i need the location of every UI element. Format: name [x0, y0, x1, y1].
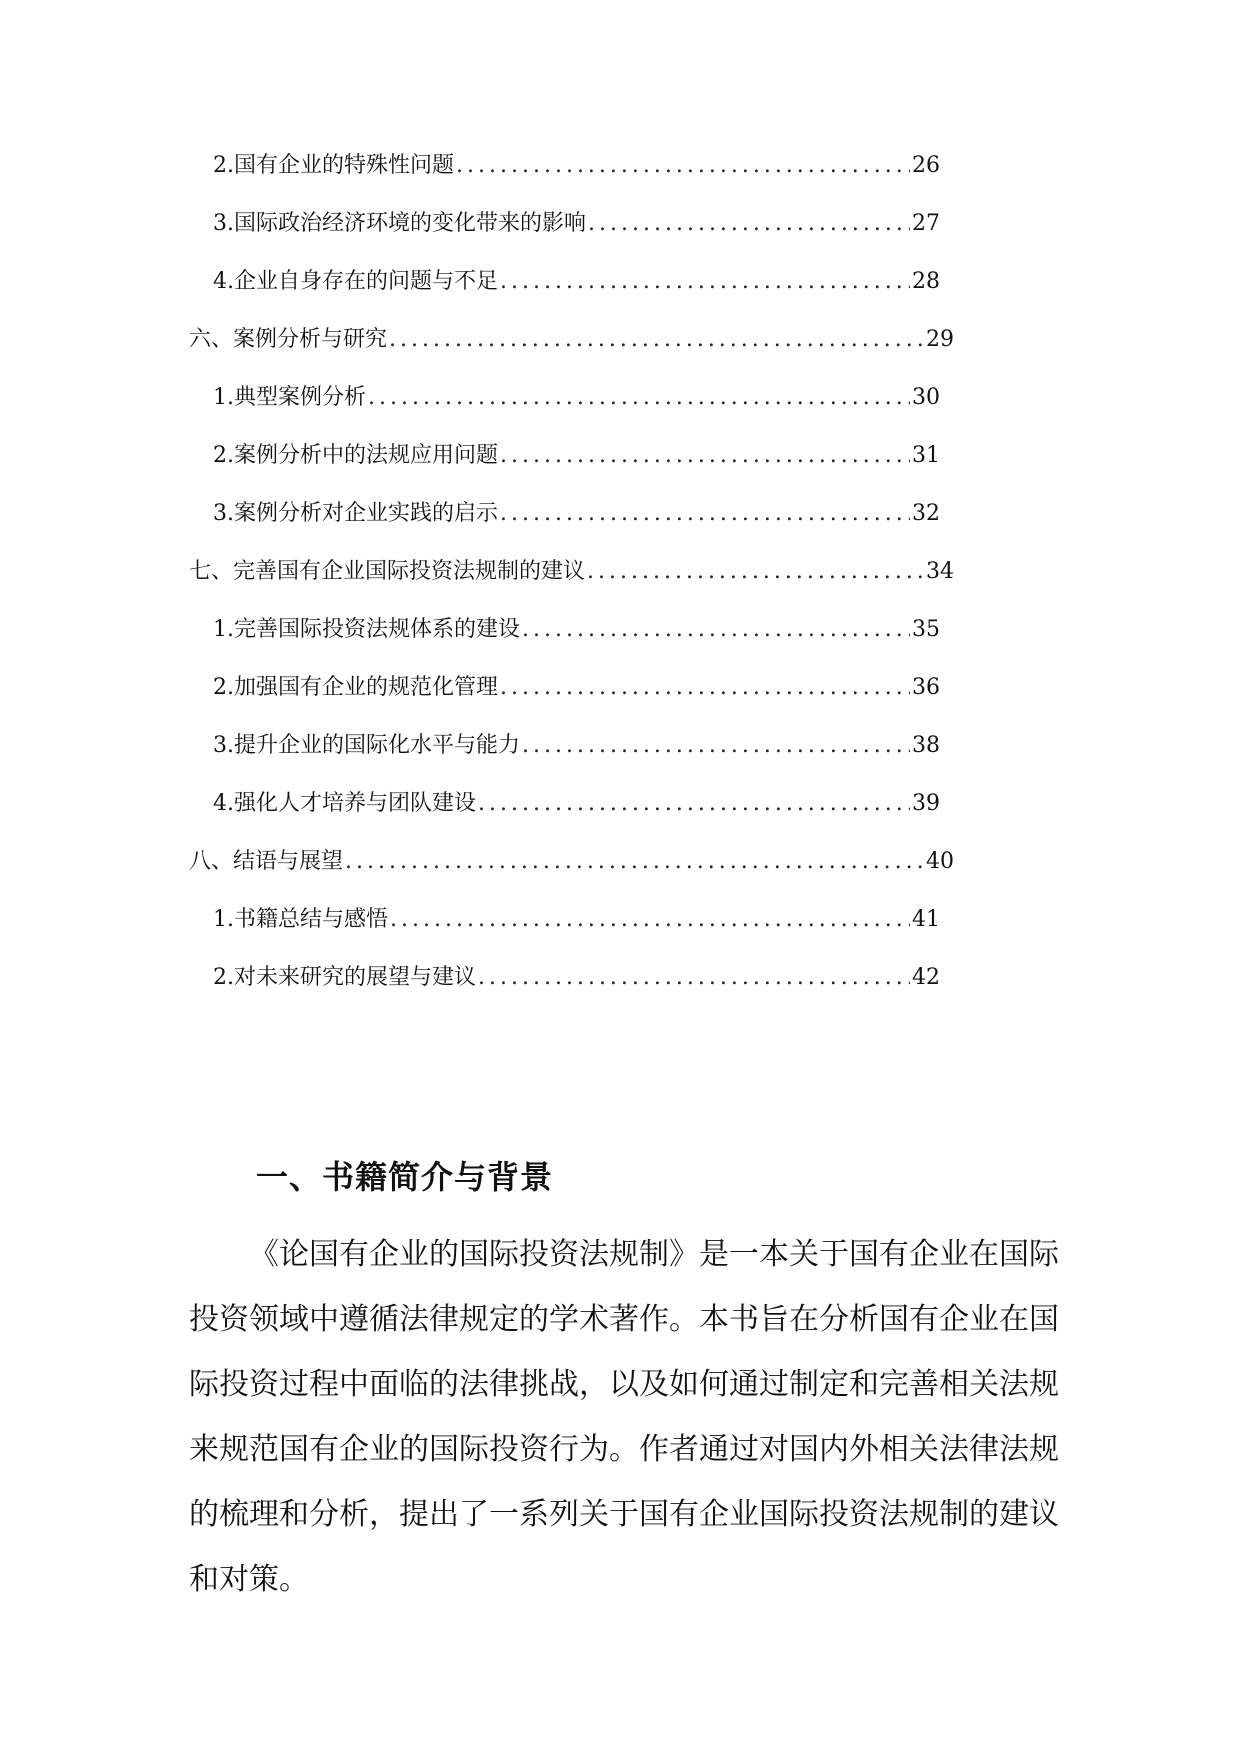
- toc-leader-dots: [478, 961, 910, 995]
- toc-entry-page: 40: [926, 849, 954, 874]
- toc-leader-dots: [500, 671, 910, 705]
- toc-entry-title: 八、结语与展望: [189, 849, 344, 874]
- toc-entry-page: 42: [912, 965, 940, 990]
- toc-entry-page: 32: [912, 501, 940, 526]
- toc-leader-dots: [587, 555, 924, 589]
- toc-entry[interactable]: [213, 381, 940, 415]
- toc-leader-dots: [456, 149, 910, 183]
- toc-entry-page: 27: [912, 211, 940, 236]
- toc-entry-number: 4.: [213, 269, 234, 294]
- toc-entry-number: 3.: [213, 501, 234, 526]
- toc-leader-dots: [345, 845, 924, 879]
- toc-entry-title: 提升企业的国际化水平与能力: [234, 733, 521, 758]
- toc-entry-title: 六、案例分析与研究: [189, 327, 388, 352]
- toc-entry-title: 强化人才培养与团队建设: [234, 791, 477, 816]
- toc-entry-number: 2.: [213, 153, 234, 178]
- toc-entry[interactable]: [213, 613, 940, 647]
- toc-leader-dots: [500, 439, 910, 473]
- toc-entry-page: 30: [912, 385, 940, 410]
- toc-entry-number: 2.: [213, 443, 234, 468]
- toc-entry-title: 典型案例分析: [234, 385, 367, 410]
- toc-entry-title: 案例分析对企业实践的启示: [234, 501, 499, 526]
- toc-entry-title: 国有企业的特殊性问题: [234, 153, 455, 178]
- toc-entry-page: 31: [912, 443, 940, 468]
- toc-entry-title: 完善国际投资法规体系的建设: [234, 617, 521, 642]
- toc-leader-dots: [500, 497, 910, 531]
- toc-entry-title: 国际政治经济环境的变化带来的影响: [234, 211, 587, 236]
- toc-entry-title: 书籍总结与感悟: [234, 907, 389, 932]
- toc-entry-title: 加强国有企业的规范化管理: [234, 675, 499, 700]
- toc-entry-page: 26: [912, 153, 940, 178]
- toc-entry-page: 28: [912, 269, 940, 294]
- toc-entry-page: 35: [912, 617, 940, 642]
- toc-entry-title: 对未来研究的展望与建议: [234, 965, 477, 990]
- toc-entry-number: 3.: [213, 733, 234, 758]
- toc-entry[interactable]: [213, 265, 940, 299]
- toc-entry-number: 2.: [213, 965, 234, 990]
- toc-entry-title: 七、完善国有企业国际投资法规制的建议: [189, 559, 586, 584]
- toc-entry[interactable]: [213, 903, 940, 937]
- toc-leader-dots: [368, 381, 910, 415]
- toc-chapter-entry[interactable]: [189, 555, 954, 589]
- toc-entry-number: 3.: [213, 211, 234, 236]
- toc-leader-dots: [588, 207, 910, 241]
- toc-entry[interactable]: [213, 671, 940, 705]
- toc-leader-dots: [390, 903, 910, 937]
- toc-entry-number: 4.: [213, 791, 234, 816]
- toc-entry[interactable]: [213, 497, 940, 531]
- toc-entry-page: 34: [926, 559, 954, 584]
- toc-entry-title: 企业自身存在的问题与不足: [234, 269, 499, 294]
- toc-leader-dots: [522, 613, 910, 647]
- toc-entry-page: 38: [912, 733, 940, 758]
- toc-entry[interactable]: [213, 729, 940, 763]
- toc-chapter-entry[interactable]: [189, 323, 954, 357]
- toc-entry-number: 1.: [213, 617, 234, 642]
- toc-leader-dots: [522, 729, 910, 763]
- toc-entry[interactable]: [213, 439, 940, 473]
- body-paragraph: 《论国有企业的国际投资法规制》是一本关于国有企业在国际投资领域中遵循法律规定的学术著作。本书旨在分析国有企业在国际投资过程中面临的法律挑战，以及如何通过制定和完善相关法规来规范国有企业的国际投资行为。作者通过对国内外相关法律法规的梳理和分析，提出了一系列关于国有企业国际投资法规制的建议和对策。: [189, 1237, 1059, 1597]
- section-heading: 一、书籍简介与背景: [256, 1158, 554, 1196]
- toc-entry-number: 1.: [213, 385, 234, 410]
- toc-leader-dots: [389, 323, 924, 357]
- toc-entry[interactable]: [213, 149, 940, 183]
- toc-entry-number: 1.: [213, 907, 234, 932]
- toc-leader-dots: [478, 787, 910, 821]
- toc-chapter-entry[interactable]: [189, 845, 954, 879]
- toc-entry[interactable]: [213, 207, 940, 241]
- toc-entry-page: 41: [912, 907, 940, 932]
- toc-entry-page: 39: [912, 791, 940, 816]
- toc-leader-dots: [500, 265, 910, 299]
- toc-entry[interactable]: [213, 787, 940, 821]
- toc-entry-page: 29: [926, 327, 954, 352]
- toc-entry-number: 2.: [213, 675, 234, 700]
- toc-entry-page: 36: [912, 675, 940, 700]
- toc-entry[interactable]: [213, 961, 940, 995]
- toc-entry-title: 案例分析中的法规应用问题: [234, 443, 499, 468]
